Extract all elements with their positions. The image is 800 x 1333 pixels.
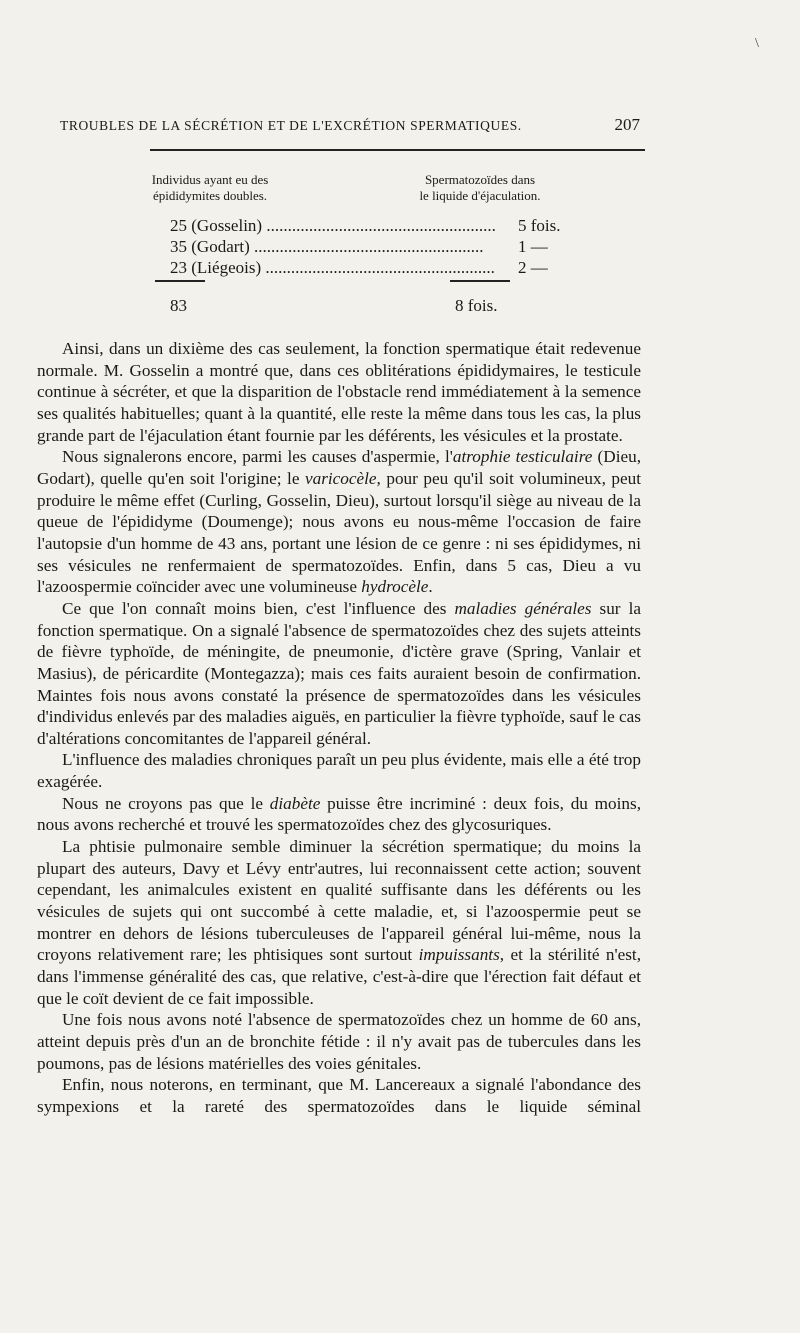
- text-run: sur la fonction spermatique. On a signalé l'absence de spermatozoïdes chez des sujets atteints de fièvre typhoïde, de méningite, de pneumonie, d'ictère grave (Spring, Vanlair et Masius), de péricardite (Montegazza); mais ces faits auraient besoin de confirmation. Maintes fois nous avons constaté la présence de spermatozoïdes dans les vésicules d'individus enlevés par des maladies aiguës, en particulier la fièvre typhoïde, sauf le cas d'altérations concomitantes de l'appareil général.: [37, 598, 641, 748]
- sum-rule-right: [450, 280, 510, 282]
- column-header-line: le liquide d'éjaculation.: [419, 188, 541, 203]
- table-row: [170, 236, 590, 257]
- table-row: [170, 215, 590, 236]
- total-spermatozoa: 8 fois.: [455, 296, 498, 315]
- italic-term: atrophie testiculaire: [452, 447, 593, 467]
- row-value: 2 —: [510, 257, 590, 278]
- table-row: [170, 257, 590, 278]
- column-header-individuals: [100, 172, 320, 204]
- row-label: 23 (Liégeois) .....: [170, 257, 510, 278]
- text-run: , et la stérilité n'est, dans l'immense généralité des cas, que relative, c'est-à-dire que l'érection fait défaut et que le coït devient de ce fait impossible.: [37, 945, 641, 1008]
- header-rule: [150, 149, 645, 151]
- italic-term: maladies générales: [454, 598, 592, 618]
- column-header-line: épididymites doubles.: [152, 188, 268, 203]
- text-run: Nous ne croyons pas que le: [62, 793, 270, 813]
- text-run: L'influence des maladies chroniques paraît un peu plus évidente, mais elle a été trop exagérée.: [37, 750, 641, 792]
- text-run: Nous signalerons encore, parmi les causes d'aspermie, l': [62, 447, 453, 467]
- paragraph: [37, 793, 641, 836]
- text-run: puisse être incriminé : deux fois, du moins, nous avons recherché et trouvé les spermatozoïdes chez des glycosuriques.: [37, 793, 641, 835]
- row-label: 25 (Gosselin) .....: [170, 215, 510, 236]
- corner-mark: \: [755, 36, 759, 51]
- body-text: [37, 338, 641, 1118]
- text-run: Ce que l'on connaît moins bien, c'est l'influence des: [62, 598, 455, 618]
- row-value: 5 fois.: [510, 215, 590, 236]
- text-run: , pour peu qu'il soit volumineux, peut produire le même effet (Curling, Gosselin, Dieu), surtout lorsqu'il siège au niveau de la queue de l'épididyme (Doumenge); nous avons eu nous-même l'occasion de faire l'autopsie d'un homme de 43 ans, portant une lésion de ce genre : ni ses épididymes, ni ses vésicules ne renfermaient de spermatozoïdes. Enfin, dans 5 cas, Dieu a vu l'azoospermie coïncider avec une volumineuse: [37, 468, 641, 597]
- page-number: 207: [614, 115, 640, 134]
- paragraph: [37, 836, 641, 1009]
- column-header-spermatozoa: [380, 172, 580, 204]
- italic-term: impuissants: [418, 945, 500, 965]
- paragraph: [37, 598, 641, 750]
- table-rows: [170, 215, 590, 278]
- text-run: Enfin, nous noterons, en terminant, que M. Lancereaux a signalé l'abondance des sympexions et la rareté des spermatozoïdes dans le liquide séminal: [37, 1075, 641, 1116]
- paragraph: [37, 446, 641, 598]
- text-run: La phtisie pulmonaire semble diminuer la sécrétion spermatique; du moins la plupart des auteurs, Davy et Lévy entr'autres, lui reconnaissent cette action; souvent cependant, les animalcules existent en qualité suffisante dans les déférents ou les vésicules de sujets qui ont succombé à cette maladie, et, si l'azoospermie peut se montrer en dehors de lésions tuberculeuses de l'appareil général lui-même, nous la croyons relativement rare; les phtisiques sont surtout: [37, 837, 641, 965]
- italic-term: varicocèle: [304, 468, 377, 488]
- italic-term: diabète: [269, 793, 321, 813]
- total-individuals: 83: [170, 296, 187, 315]
- column-header-line: Individus ayant eu des: [151, 172, 269, 187]
- running-header: [60, 115, 640, 135]
- running-head-title: TROUBLES DE LA SÉCRÉTION ET DE L'EXCRÉTION SPERMATIQUES.: [60, 118, 522, 133]
- text-run: Ainsi, dans un dixième des cas seulement, la fonction spermatique était redevenue normale. M. Gosselin a montré que, dans ces oblitérations épididymaires, le testicule continue à sécréter, et que la disparition de l'obstacle rend immédiatement à la semence ses qualités habituelles; quant à la quantité, elle reste la même dans tous les cas, la plus grande part de l'éjaculation étant fournie par les déférents, les vésicules et la prostate.: [37, 339, 641, 445]
- paragraph: [37, 749, 641, 792]
- italic-term: hydrocèle: [361, 577, 429, 597]
- text-run: (Dieu, Godart), quelle qu'en soit l'origine; le: [37, 447, 641, 488]
- text-run: Une fois nous avons noté l'absence de spermatozoïdes chez un homme de 60 ans, atteint depuis près d'un an de bronchite fétide : il n'y avait pas de tubercules dans les poumons, pas de lésions matérielles des voies génitales.: [37, 1010, 641, 1073]
- column-header-line: Spermatozoïdes dans: [424, 172, 536, 187]
- paragraph: [37, 1074, 641, 1117]
- paragraph: [37, 1009, 641, 1074]
- text-run: .: [428, 577, 433, 597]
- row-label: 35 (Godart) .....: [170, 236, 510, 257]
- sum-rule-left: [155, 280, 205, 282]
- row-value: 1 —: [510, 236, 590, 257]
- paragraph: [37, 338, 641, 446]
